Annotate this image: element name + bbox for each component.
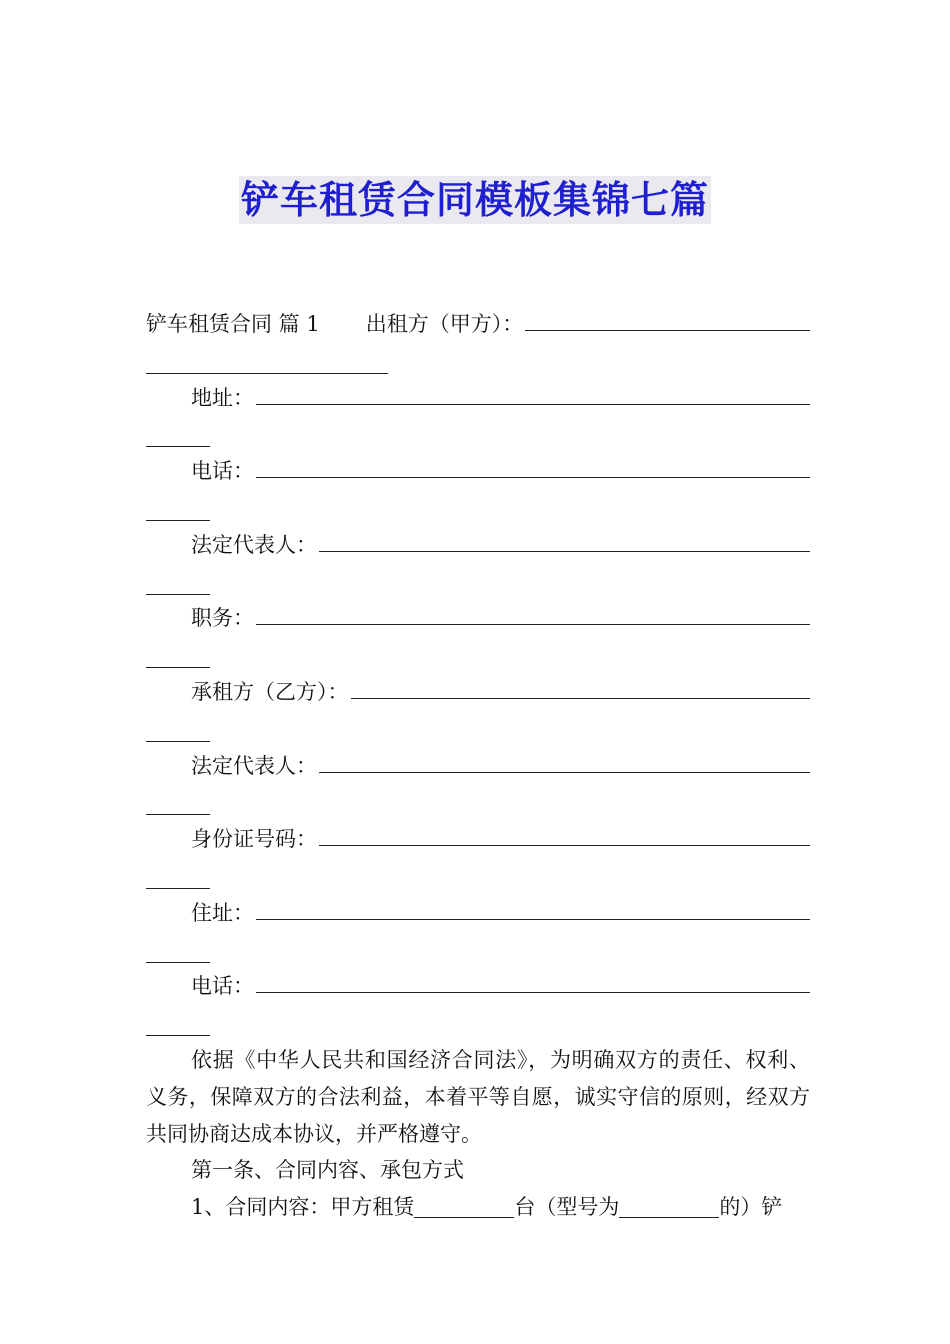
field-lessee-legal-rep xyxy=(146,748,810,785)
lessor-blank-continuation xyxy=(146,343,810,380)
field-lessee-phone xyxy=(146,968,810,1005)
field-blank-tail[interactable] xyxy=(146,719,210,742)
field-label: 身份证号码： xyxy=(191,827,317,852)
field-label: 法定代表人： xyxy=(191,753,317,778)
field-blank-continuation xyxy=(146,1005,810,1042)
field-lessee xyxy=(146,674,810,711)
item1-suffix: 的）铲 xyxy=(719,1195,783,1220)
lessor-label: 出租方（甲方）： xyxy=(365,312,524,336)
field-label: 住址： xyxy=(191,900,254,925)
field-blank-tail[interactable] xyxy=(146,572,210,595)
field-phone xyxy=(146,453,810,490)
field-label: 职务： xyxy=(191,606,254,631)
lessor-blank-tail[interactable] xyxy=(146,351,388,374)
field-blank-continuation xyxy=(146,637,810,674)
field-blank-continuation xyxy=(146,711,810,748)
field-label: 法定代表人： xyxy=(191,532,317,557)
article-1-heading: 第一条、合同内容、承包方式 xyxy=(191,1158,464,1183)
item1-mid: 台（型号为 xyxy=(514,1195,620,1220)
lessor-blank[interactable] xyxy=(525,308,810,331)
field-blank-continuation xyxy=(146,932,810,969)
lessor-line xyxy=(146,306,810,343)
field-blank-tail[interactable] xyxy=(146,940,210,963)
field-blank-tail[interactable] xyxy=(146,424,210,447)
document-title-wrapper xyxy=(0,176,950,224)
field-id-number xyxy=(146,821,810,858)
field-blank-continuation xyxy=(146,858,810,895)
field-label: 地址： xyxy=(191,385,254,410)
article-1-item-1 xyxy=(146,1189,810,1226)
field-blank[interactable] xyxy=(319,823,810,846)
field-blank-tail[interactable] xyxy=(146,866,210,889)
field-blank[interactable] xyxy=(256,455,810,478)
field-blank[interactable] xyxy=(319,529,810,552)
document-title: 铲车租赁合同模板集锦七篇 xyxy=(240,178,709,222)
item1-prefix: 1、合同内容：甲方租赁 xyxy=(191,1195,415,1220)
field-blank[interactable] xyxy=(256,382,810,405)
field-blank-continuation xyxy=(146,416,810,453)
field-blank[interactable] xyxy=(256,970,810,993)
contract-heading: 铲车租赁合同 篇 1 xyxy=(146,312,320,336)
field-blank[interactable] xyxy=(319,750,810,773)
model-blank[interactable] xyxy=(619,1195,719,1218)
field-blank[interactable] xyxy=(256,897,810,920)
field-blank-tail[interactable] xyxy=(146,498,210,521)
document-body xyxy=(146,306,810,1226)
field-blank-tail[interactable] xyxy=(146,1013,210,1036)
field-blank-continuation xyxy=(146,784,810,821)
field-residence xyxy=(146,895,810,932)
quantity-blank[interactable] xyxy=(414,1195,514,1218)
field-blank-tail[interactable] xyxy=(146,645,210,668)
field-blank-continuation xyxy=(146,490,810,527)
field-address xyxy=(146,380,810,417)
field-blank[interactable] xyxy=(256,602,810,625)
field-label: 承租方（乙方）： xyxy=(191,679,349,704)
field-blank-tail[interactable] xyxy=(146,792,210,815)
field-blank[interactable] xyxy=(351,676,811,699)
preamble-paragraph: 依据《中华人民共和国经济合同法》，为明确双方的责任、权利、义务，保障双方的合法利益，本着平等自愿，诚实守信的原则，经双方共同协商达成本协议，并严格遵守。 xyxy=(146,1047,810,1146)
field-legal-rep xyxy=(146,527,810,564)
field-label: 电话： xyxy=(191,974,254,999)
field-position xyxy=(146,600,810,637)
field-label: 电话： xyxy=(191,459,254,484)
field-blank-continuation xyxy=(146,564,810,601)
